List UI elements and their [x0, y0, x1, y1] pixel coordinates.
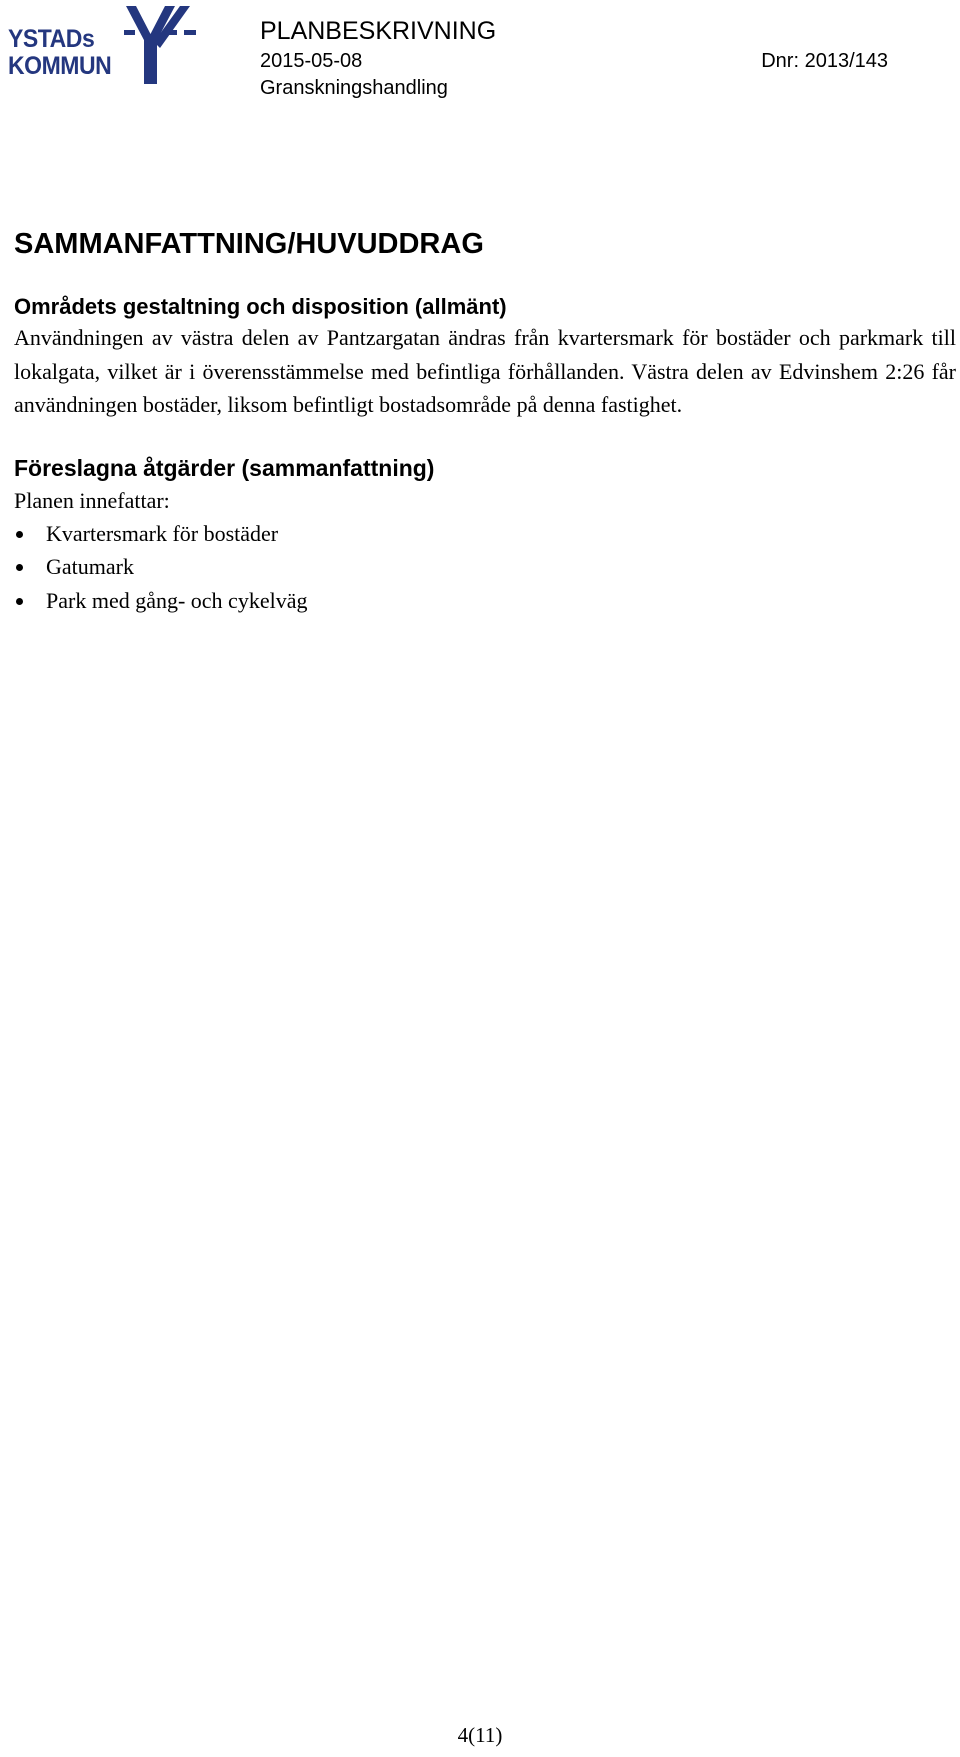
list-item-text: Gatumark — [46, 554, 134, 579]
plan-list — [14, 517, 956, 618]
document-type: PLANBESKRIVNING — [260, 17, 497, 45]
list-item — [14, 550, 956, 584]
main-heading: SAMMANFATTNING/HUVUDDRAG — [14, 228, 484, 260]
logo-wordmark — [8, 26, 111, 80]
section-heading: Områdets gestaltning och disposition (allmänt) — [14, 294, 507, 319]
bullet-icon — [16, 531, 23, 538]
logo-emblem-icon — [124, 4, 196, 84]
document-dnr: Dnr: 2013/143 — [761, 50, 888, 72]
document-date: 2015-05-08 — [260, 50, 363, 72]
list-item — [14, 517, 956, 551]
bullet-icon — [16, 598, 23, 605]
list-item — [14, 584, 956, 618]
main-content — [14, 227, 956, 617]
bullet-icon — [16, 564, 23, 571]
proposed-measures-heading: Föreslagna åtgärder (sammanfattning) — [14, 454, 435, 481]
summary-paragraph: Användningen av västra delen av Pantzargatan ändras från kvartersmark för bostäder och parkmark till lokalgata, vilket är i överensstämmelse med befintliga förhållanden. Västra delen av Edvinshem 2:26 får användningen bostäder, liksom befintligt bostadsområde på denna fastighet. — [14, 325, 956, 417]
list-item-text: Kvartersmark för bostäder — [46, 520, 279, 546]
logo-text-line1: YSTADs — [8, 25, 95, 53]
document-status: Granskningshandling — [260, 77, 448, 99]
logo-text-line2: KOMMUN — [8, 52, 112, 80]
page-number: 4(11) — [457, 1723, 503, 1747]
list-item-text: Park med gång- och cykelväg — [46, 587, 308, 613]
plan-intro: Planen innefattar: — [14, 487, 170, 513]
ystad-kommun-logo — [8, 4, 198, 86]
